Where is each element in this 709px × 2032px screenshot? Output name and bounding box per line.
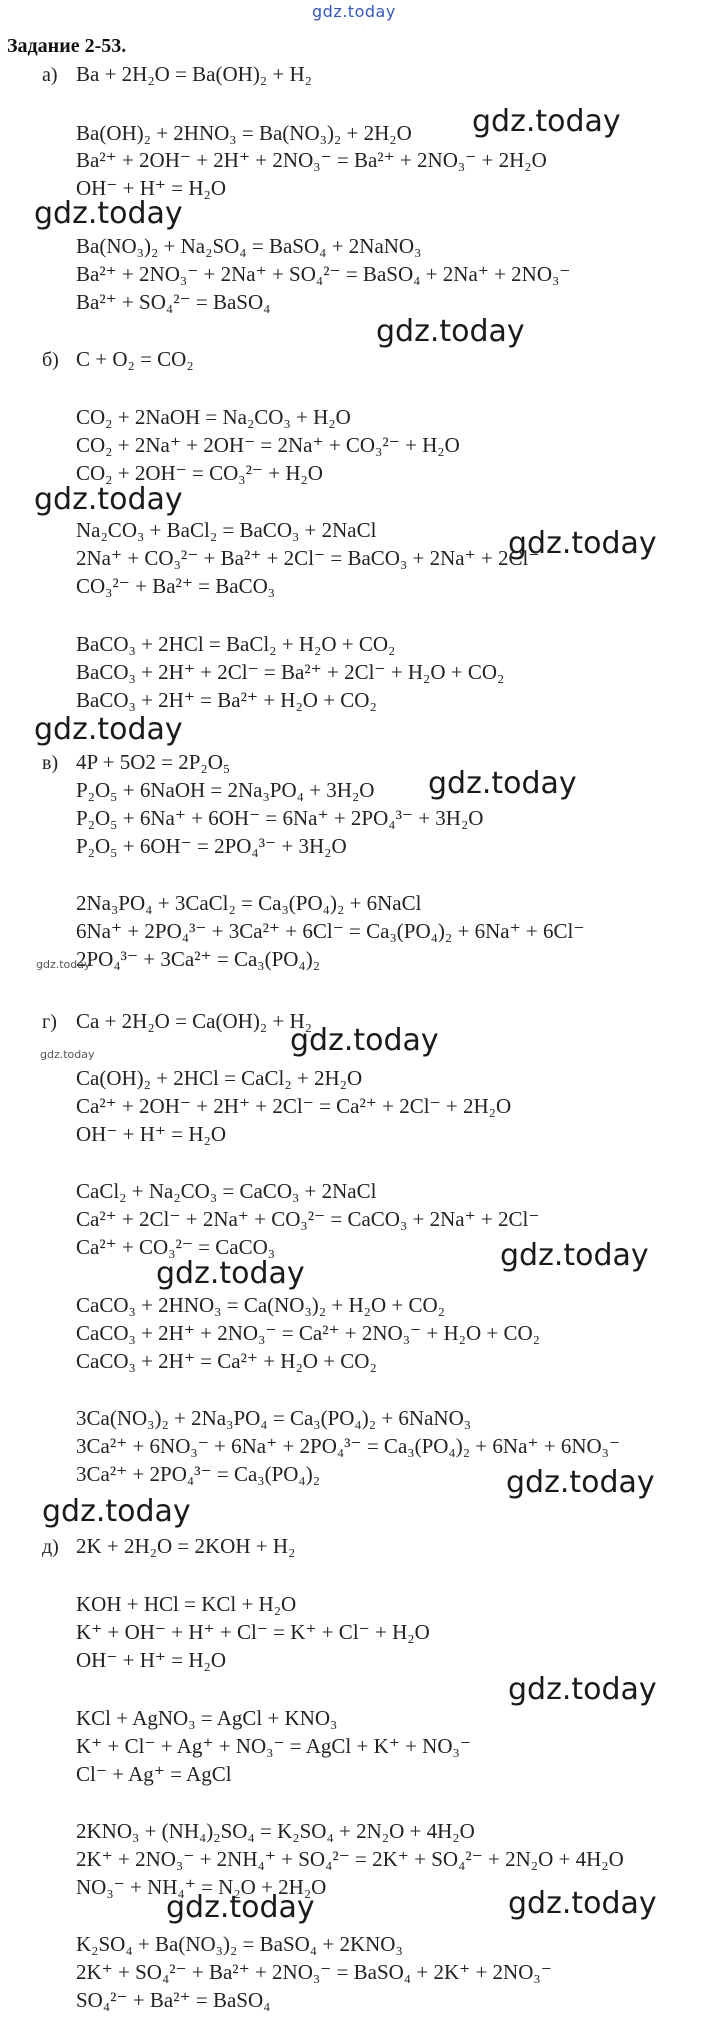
equation-line: CaCO₃ + 2H⁺ = Ca²⁺ + H₂O + CO₂ — [76, 1349, 377, 1373]
equation-line: BaCO₃ + 2HCl = BaCl₂ + H₂O + CO₂ — [76, 632, 396, 656]
watermark: gdz.today — [290, 1023, 439, 1058]
equation-line: OH⁻ + H⁺ = H₂O — [76, 176, 227, 200]
watermark: gdz.today — [34, 712, 183, 747]
equation-line: 2PO₄³⁻ + 3Ca²⁺ = Ca₃(PO₄)₂ — [76, 947, 321, 971]
equation-line: 3Ca²⁺ + 6NO₃⁻ + 6Na⁺ + 2PO₄³⁻ = Ca₃(PO₄)₂ + 6Na⁺ + 6NO₃⁻ — [76, 1434, 621, 1458]
equation-line: Ba²⁺ + 2OH⁻ + 2H⁺ + 2NO₃⁻ = Ba²⁺ + 2NO₃⁻ + 2H₂O — [76, 148, 547, 172]
equation-line: K⁺ + Cl⁻ + Ag⁺ + NO₃⁻ = AgCl + K⁺ + NO₃⁻ — [76, 1734, 471, 1758]
equation-line: CO₂ + 2NaOH = Na₂CO₃ + H₂O — [76, 405, 351, 429]
equation-line: 2Na⁺ + CO₃²⁻ + Ba²⁺ + 2Cl⁻ = BaCO₃ + 2Na⁺ + 2Cl⁻ — [76, 546, 540, 570]
equation-line: Ba(OH)₂ + 2HNO₃ = Ba(NO₃)₂ + 2H₂O — [76, 121, 412, 145]
equation-line: Ca²⁺ + 2OH⁻ + 2H⁺ + 2Cl⁻ = Ca²⁺ + 2Cl⁻ + 2H₂O — [76, 1094, 512, 1118]
watermark-small: gdz.today — [36, 958, 91, 971]
equation-line: Ca²⁺ + CO₃²⁻ = CaCO₃ — [76, 1235, 276, 1259]
watermark: gdz.today — [508, 526, 657, 561]
equation-line: BaCO₃ + 2H⁺ = Ba²⁺ + H₂O + CO₂ — [76, 688, 377, 712]
equation-line: Ca + 2H₂O = Ca(OH)₂ + H₂ — [76, 1009, 312, 1033]
equation-line: KCl + AgNO₃ = AgCl + KNO₃ — [76, 1706, 338, 1730]
equation-line: K₂SO₄ + Ba(NO₃)₂ = BaSO₄ + 2KNO₃ — [76, 1932, 403, 1956]
watermark: gdz.today — [34, 196, 183, 231]
equation-line: 6Na⁺ + 2PO₄³⁻ + 3Ca²⁺ + 6Cl⁻ = Ca₃(PO₄)₂ + 6Na⁺ + 6Cl⁻ — [76, 919, 585, 943]
equation-line: 2K + 2H₂O = 2KOH + H₂ — [76, 1534, 296, 1558]
equation-line: BaCO₃ + 2H⁺ + 2Cl⁻ = Ba²⁺ + 2Cl⁻ + H₂O + CO₂ — [76, 660, 505, 684]
equation-line: 3Ca²⁺ + 2PO₄³⁻ = Ca₃(PO₄)₂ — [76, 1462, 321, 1486]
watermark: gdz.today — [500, 1238, 649, 1273]
watermark: gdz.today — [166, 1890, 315, 1925]
equation-line: 2KNO₃ + (NH₄)₂SO₄ = K₂SO₄ + 2N₂O + 4H₂O — [76, 1819, 475, 1843]
equation-line: P₂O₅ + 6OH⁻ = 2PO₄³⁻ + 3H₂O — [76, 834, 347, 858]
watermark: gdz.today — [156, 1256, 305, 1291]
equation-line: P₂O₅ + 6Na⁺ + 6OH⁻ = 6Na⁺ + 2PO₄³⁻ + 3H₂O — [76, 806, 484, 830]
equation-line: Ba²⁺ + SO₄²⁻ = BaSO₄ — [76, 290, 271, 314]
equation-line: Ba²⁺ + 2NO₃⁻ + 2Na⁺ + SO₄²⁻ = BaSO₄ + 2Na⁺ + 2NO₃⁻ — [76, 262, 571, 286]
header-watermark: gdz.today — [312, 2, 396, 21]
equation-line: Cl⁻ + Ag⁺ = AgCl — [76, 1762, 232, 1786]
equation-line: 4P + 5O2 = 2P₂O₅ — [76, 750, 231, 774]
equation-line: CaCl₂ + Na₂CO₃ = CaCO₃ + 2NaCl — [76, 1179, 377, 1203]
equation-line: CaCO₃ + 2H⁺ + 2NO₃⁻ = Ca²⁺ + 2NO₃⁻ + H₂O + CO₂ — [76, 1321, 540, 1345]
equation-line: Na₂CO₃ + BaCl₂ = BaCO₃ + 2NaCl — [76, 518, 377, 542]
equation-line: 3Ca(NO₃)₂ + 2Na₃PO₄ = Ca₃(PO₄)₂ + 6NaNO₃ — [76, 1406, 472, 1430]
equation-line: CO₃²⁻ + Ba²⁺ = BaCO₃ — [76, 574, 276, 598]
section-letter-b: б) — [42, 349, 59, 371]
watermark: gdz.today — [508, 1886, 657, 1921]
equation-line: OH⁻ + H⁺ = H₂O — [76, 1122, 227, 1146]
watermark: gdz.today — [376, 314, 525, 349]
watermark: gdz.today — [472, 104, 621, 139]
watermark: gdz.today — [42, 1494, 191, 1529]
watermark: gdz.today — [506, 1465, 655, 1500]
equation-line: Ba(NO₃)₂ + Na₂SO₄ = BaSO₄ + 2NaNO₃ — [76, 234, 422, 258]
section-letter-g: г) — [42, 1011, 57, 1033]
equation-line: Ca²⁺ + 2Cl⁻ + 2Na⁺ + CO₃²⁻ = CaCO₃ + 2Na⁺ + 2Cl⁻ — [76, 1207, 540, 1231]
equation-line: K⁺ + OH⁻ + H⁺ + Cl⁻ = K⁺ + Cl⁻ + H₂O — [76, 1620, 430, 1644]
equation-line: P₂O₅ + 6NaOH = 2Na₃PO₄ + 3H₂O — [76, 778, 375, 802]
equation-line: C + O₂ = CO₂ — [76, 347, 194, 371]
section-letter-v: в) — [42, 752, 59, 774]
task-title: Задание 2-53. — [7, 35, 127, 57]
watermark: gdz.today — [428, 766, 577, 801]
equation-line: CO₂ + 2Na⁺ + 2OH⁻ = 2Na⁺ + CO₃²⁻ + H₂O — [76, 433, 460, 457]
equation-line: 2K⁺ + 2NO₃⁻ + 2NH₄⁺ + SO₄²⁻ = 2K⁺ + SO₄²⁻ + 2N₂O + 4H₂O — [76, 1847, 624, 1871]
equation-line: 2K⁺ + SO₄²⁻ + Ba²⁺ + 2NO₃⁻ = BaSO₄ + 2K⁺ + 2NO₃⁻ — [76, 1960, 552, 1984]
watermark: gdz.today — [34, 482, 183, 517]
equation-line: Ca(OH)₂ + 2HCl = CaCl₂ + 2H₂O — [76, 1066, 363, 1090]
equation-line: OH⁻ + H⁺ = H₂O — [76, 1648, 227, 1672]
equation-line: 2Na₃PO₄ + 3CaCl₂ = Ca₃(PO₄)₂ + 6NaCl — [76, 891, 422, 915]
equation-line: CaCO₃ + 2HNO₃ = Ca(NO₃)₂ + H₂O + CO₂ — [76, 1293, 445, 1317]
section-letter-a: а) — [42, 64, 58, 86]
equation-line: CO₂ + 2OH⁻ = CO₃²⁻ + H₂O — [76, 461, 323, 485]
equation-line: NO₃⁻ + NH₄⁺ = N₂O + 2H₂O — [76, 1875, 327, 1899]
watermark-small: gdz.today — [40, 1048, 95, 1061]
equation-line: Ba + 2H₂O = Ba(OH)₂ + H₂ — [76, 62, 312, 86]
section-letter-d: д) — [42, 1536, 59, 1558]
watermark: gdz.today — [508, 1672, 657, 1707]
equation-line: SO₄²⁻ + Ba²⁺ = BaSO₄ — [76, 1988, 271, 2012]
equation-line: KOH + HCl = KCl + H₂O — [76, 1592, 297, 1616]
